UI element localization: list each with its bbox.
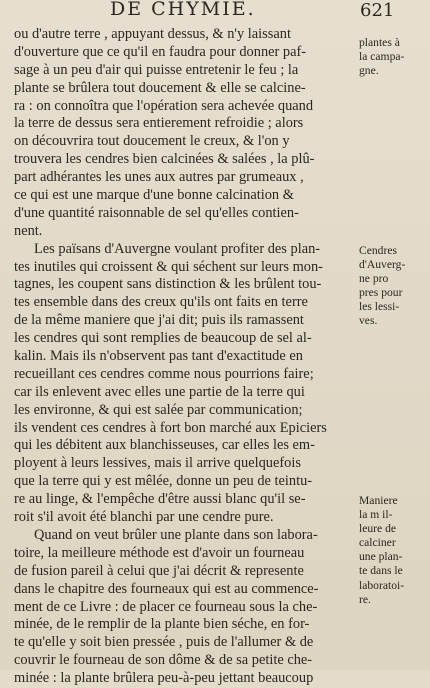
text-line: les environne, & qui est salée par communication;	[14, 401, 303, 418]
margin-note-line: laboratoi-	[359, 578, 405, 592]
text-line: qui les débitent aux blanchisseuses, car elles les em-	[14, 437, 315, 454]
text-line: de la même maniere que j'ai dit; puis ils ramassent	[14, 312, 304, 329]
text-line: sage à un peu d'air qui puisse entretenir le feu ; la	[14, 61, 299, 78]
margin-note-line: pres pour	[359, 286, 403, 300]
page-header	[0, 0, 430, 28]
text-line: kalin. Mais ils n'observent pas tant d'exactitude en	[14, 348, 303, 365]
paragraph-1	[14, 26, 352, 241]
text-line: que la terre qui y est mêlée, donne un peu de teintu-	[14, 473, 313, 490]
page-number: 621	[360, 0, 395, 21]
text-line: Quand on veut brûler une plante dans son labora-	[34, 526, 318, 543]
text-line: dans le chapitre des fourneaux qui est au commence-	[14, 580, 319, 597]
margin-note-2	[359, 244, 427, 329]
margin-note-line: te dans le	[359, 564, 403, 578]
paragraph-2	[14, 241, 352, 527]
margin-note-line: leure de	[359, 522, 397, 536]
text-line: ils vendent ces cendres à fort bon marché aux Epiciers	[14, 419, 327, 436]
text-line: part adhérantes les unes aux autres par grumeaux ,	[14, 169, 304, 186]
margin-note-line: Maniere	[359, 494, 398, 507]
text-line: minée, de le remplir de la plante bien séche, en for-	[14, 616, 310, 633]
text-line: ra : on connoîtra que l'opération sera achevée quand	[14, 97, 314, 114]
text-line: on découvrira tout doucement le creux, & l'on y	[14, 133, 290, 150]
text-line: ce qui est une marque d'une bonne calcination &	[14, 187, 294, 204]
text-line: Les païsans d'Auvergne voulant profiter des plan-	[34, 240, 321, 257]
margin-note-line: les lessi-	[359, 300, 400, 314]
text-line: re au linge, & l'empêche d'être aussi blanc qu'il se-	[14, 491, 306, 508]
margin-note-line: plantes à	[359, 36, 400, 49]
margin-note-line: d'Auverg-	[359, 258, 406, 272]
text-line: tagnes, les coupent sans distinction & les brûlent tou-	[14, 276, 322, 293]
text-line: tes inutiles qui croissent & qui séchent sur leurs mon-	[14, 258, 323, 275]
text-line: recueillant ces cendres comme nous pourrions faire;	[14, 365, 314, 382]
margin-note-line: la campa-	[359, 50, 405, 64]
text-line: les cendres qui sont remplies de beaucoup de sel al-	[14, 330, 312, 347]
text-line: car ils enlevent avec elles une partie de la terre qui	[14, 383, 305, 400]
margin-note-line: gne.	[359, 64, 379, 78]
running-title: DE CHYMIE.	[110, 0, 256, 20]
margin-note-line: ves.	[359, 314, 378, 328]
margin-note-line: la m il-	[359, 508, 393, 522]
text-line: nent.	[14, 222, 43, 239]
margin-note-line: une plan-	[359, 550, 403, 564]
margin-note-line: re.	[359, 592, 371, 606]
margin-note-line: ne pro	[359, 272, 389, 286]
text-line: plante se brûlera tout doucement & elle se calcine-	[14, 79, 306, 96]
margin-note-line: calciner	[359, 536, 396, 550]
text-line: d'ouverture que ce qu'il en faudra pour donner paf-	[14, 43, 307, 60]
text-line: d'une quantité raisonnable de sel qu'elles contien-	[14, 204, 299, 221]
text-line: couvrir le fourneau de son dôme & de sa petite che-	[14, 652, 313, 669]
margin-note-1	[359, 36, 427, 78]
text-line: roit s'il avoit été blanchi par une cendre pure.	[14, 509, 274, 526]
text-line: ou d'autre terre , appuyant dessus, & n'y laissant	[14, 26, 291, 42]
text-line: la terre de dessus sera entierement refroidie ; alors	[14, 115, 304, 132]
body-text	[14, 26, 352, 688]
text-line: toire, la meilleure méthode est d'avoir un fourneau	[14, 544, 305, 561]
text-line: de fusion pareil à celui que j'ai décrit & represente	[14, 562, 304, 579]
text-line: te qu'elle y soit bien pressée , puis de l'allumer & de	[14, 634, 314, 651]
margin-note-3	[359, 494, 427, 607]
text-line: trouvera les cendres bien calcinées & salées , la plû-	[14, 151, 315, 168]
text-line: tes ensemble dans des creux qu'ils ont faits en terre	[14, 294, 308, 311]
margin-note-line: Cendres	[359, 244, 397, 257]
paragraph-3	[14, 527, 352, 688]
text-line: ment de ce Livre : de placer ce fourneau sous la che-	[14, 598, 318, 615]
text-line: ployent à leurs lessives, mais il arrive quelquefois	[14, 455, 301, 472]
text-line: minée : la plante brûlera peu-à-peu jettant beaucoup	[14, 670, 314, 687]
